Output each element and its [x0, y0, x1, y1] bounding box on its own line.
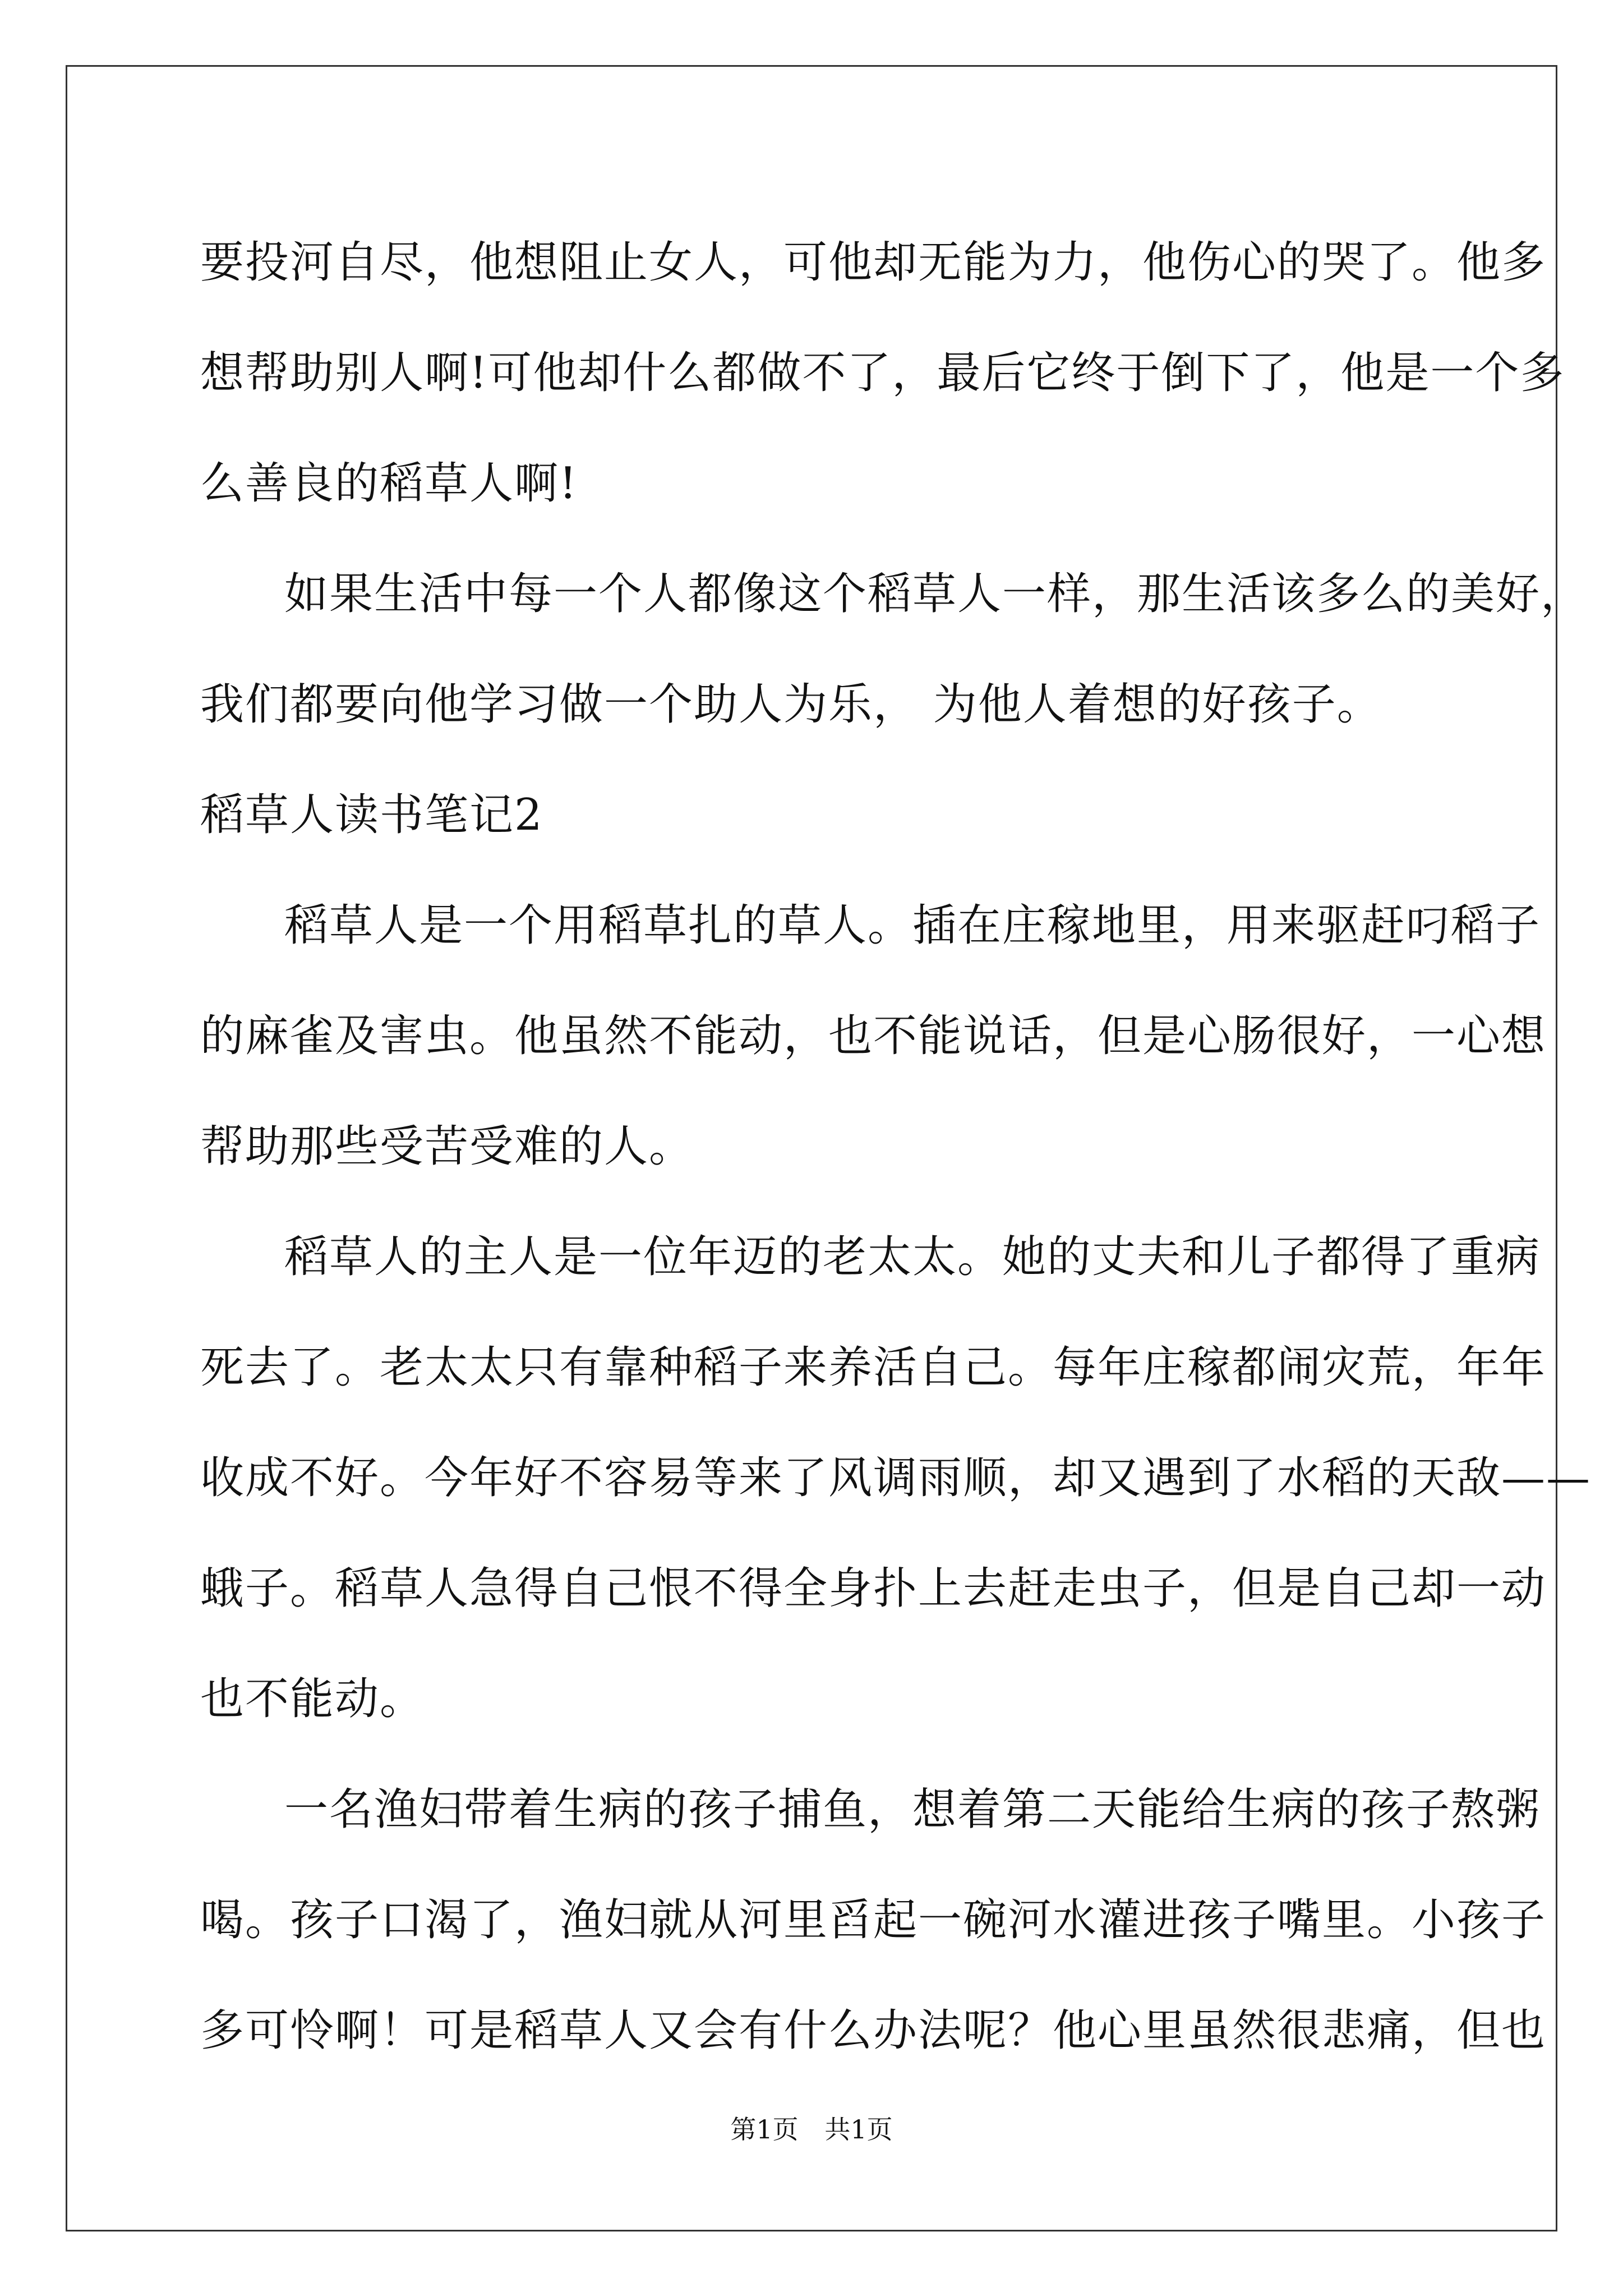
text-line: 蛾子。稻草人急得自己恨不得全身扑上去赶走虫子，但是自己却一动	[200, 1563, 1547, 1614]
page-number: 第1页	[730, 2114, 799, 2145]
text-line: 的麻雀及害虫。他虽然不能动，也不能说话，但是心肠很好，一心想	[200, 1011, 1547, 1061]
text-line: 死去了。老太太只有靠种稻子来养活自己。每年庄稼都闹灾荒，年年	[200, 1342, 1547, 1393]
document-body	[200, 208, 1592, 2086]
text-line: 多可怜啊！可是稻草人又会有什么办法呢？他心里虽然很悲痛，但也	[200, 2005, 1547, 2056]
page-total: 共1页	[824, 2114, 893, 2145]
text-line: 收成不好。今年好不容易等来了风调雨顺，却又遇到了水稻的天敌——	[200, 1453, 1592, 1503]
text-line: 帮助那些受苦受难的人。	[200, 1121, 694, 1172]
section-title: 稻草人读书笔记2	[200, 790, 543, 840]
paragraph-start: 一名渔妇带着生病的孩子捕鱼，想着第二天能给生病的孩子熬粥	[284, 1784, 1541, 1835]
paragraph-start: 稻草人是一个用稻草扎的草人。插在庄稼地里，用来驱赶叼稻子	[284, 900, 1541, 951]
text-line: 要投河自尽，他想阻止女人，可他却无能为力，他伤心的哭了。他多	[200, 237, 1547, 288]
text-line: 我们都要向他学习做一个助人为乐， 为他人着想的好孩子。	[200, 679, 1382, 730]
paragraph-start: 稻草人的主人是一位年迈的老太太。她的丈夫和儿子都得了重病	[284, 1232, 1541, 1282]
text-line: 也不能动。	[200, 1674, 425, 1724]
page-footer	[0, 2109, 1623, 2146]
paragraph-start: 如果生活中每一个人都像这个稻草人一样，那生活该多么的美好，	[284, 569, 1586, 619]
text-line: 喝。孩子口渴了，渔妇就从河里舀起一碗河水灌进孩子嘴里。小孩子	[200, 1895, 1547, 1945]
text-line: 想帮助别人啊!可他却什么都做不了，最后它终于倒下了，他是一个多	[200, 348, 1565, 398]
text-line: 么善良的稻草人啊!	[200, 458, 578, 509]
